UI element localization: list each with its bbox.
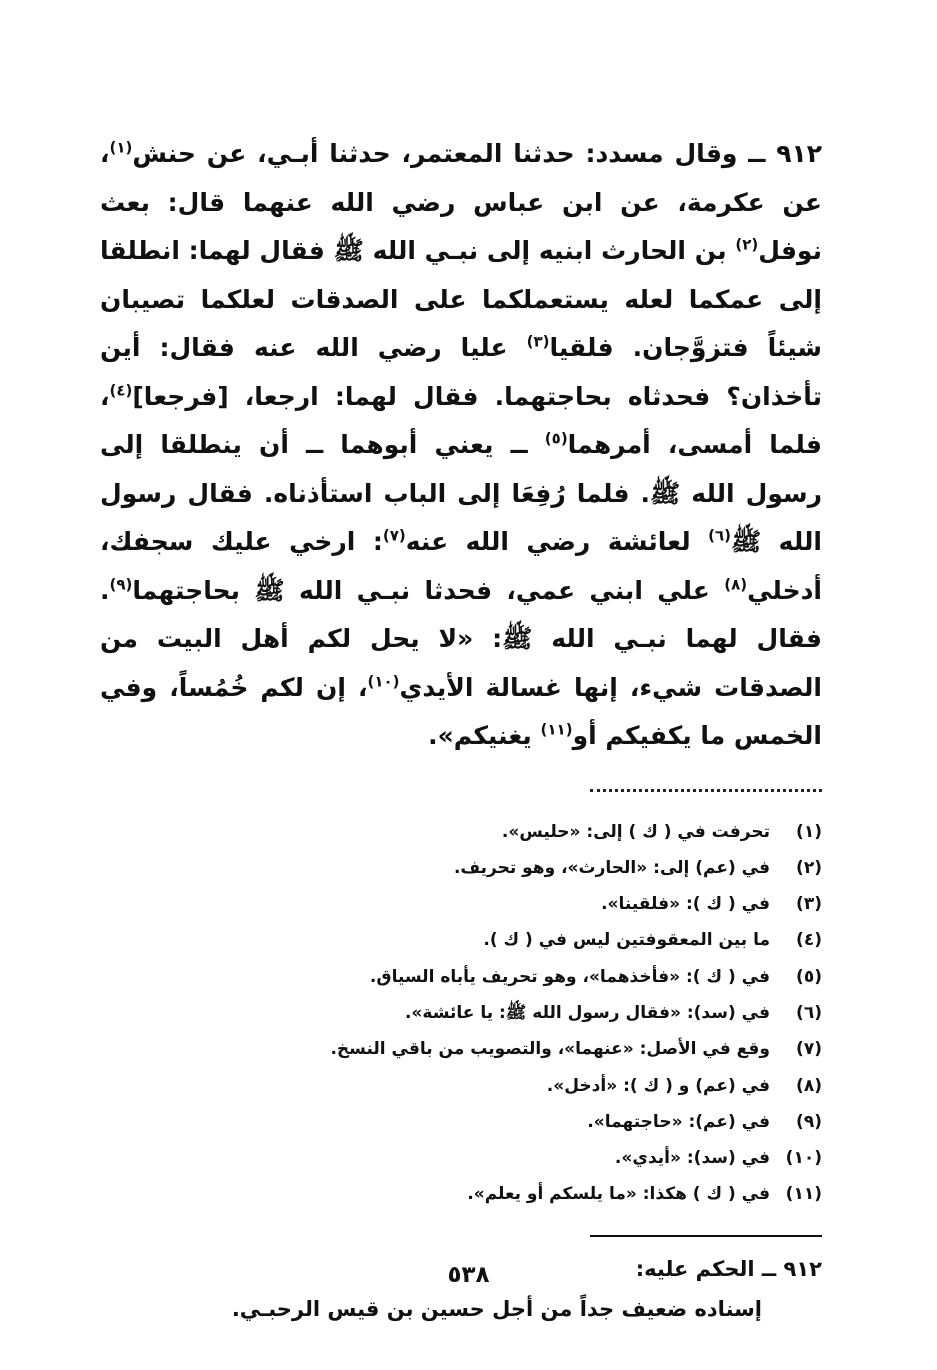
- footnote-item: [100, 959, 822, 995]
- footnote-ref[interactable]: (٧): [382, 526, 406, 545]
- footnote-ref[interactable]: (١): [109, 138, 133, 157]
- footnote-number: (٥): [796, 966, 822, 987]
- hadith-segment: عليا رضي الله عنه فقال: أين تأخذان؟ فحدثاه بحاجتهما. فقال لهما: ارجعا، [فرجعا]: [100, 333, 822, 411]
- footnote-item: [100, 1176, 822, 1212]
- footnote-item: [100, 850, 822, 886]
- footnote-item: [100, 1068, 822, 1104]
- footnote-item: [100, 814, 822, 850]
- footnote-text: في (عم): «حاجتهما».: [587, 1111, 770, 1132]
- footnote-ref[interactable]: (٩): [109, 575, 133, 594]
- footnote-text: في ( ك ): «فلقينا».: [601, 894, 770, 915]
- footnote-item: [100, 1140, 822, 1176]
- footnote-ref[interactable]: (٤): [109, 381, 133, 400]
- footnote-number: (٢): [796, 857, 822, 878]
- footnote-text: في (سد): «فقال رسول الله ﷺ: يا عائشة».: [404, 1002, 770, 1023]
- footnote-separator: [590, 789, 822, 798]
- ruling-text: إسناده ضعيف جداً من أجل حسين بن قيس الرحبـي.: [231, 1296, 762, 1321]
- footnote-number: (٤): [796, 930, 822, 951]
- footnote-ref[interactable]: (٢): [735, 235, 759, 254]
- footnote-item: [100, 886, 822, 922]
- footnote-ref[interactable]: (٥): [544, 429, 568, 448]
- footnote-number: (١): [796, 821, 822, 842]
- footnote-text: في (عم) إلى: «الحارث»، وهو تحريف.: [453, 857, 770, 878]
- hadith-segment: . فقال لهما نبـي الله ﷺ: «لا يحل لكم أهل البيت من الصدقات شيء، إنها غسالة الأيدي: [100, 575, 822, 702]
- footnote-text: في ( ك ) هكذا: «ما يلسكم أو يعلم».: [467, 1184, 770, 1205]
- footnote-item: [100, 995, 822, 1031]
- footnote-number: (٨): [796, 1075, 822, 1096]
- footnote-ref[interactable]: (١٠): [367, 672, 400, 691]
- footnote-ref[interactable]: (١١): [540, 720, 573, 739]
- footnote-text: ما بين المعقوفتين ليس في ( ك ).: [483, 930, 770, 951]
- footnote-number: (٦): [796, 1002, 822, 1023]
- hadith-segment: يغنيكم».: [428, 721, 541, 750]
- footnote-text: في ( ك ): «فأخذهما»، وهو تحريف يأباه السياق.: [369, 966, 770, 987]
- footnote-number: (٩): [796, 1111, 822, 1132]
- hadith-segment: ، عن عكرمة، عن ابن عباس رضي الله عنهما قال: بعث نوفل: [100, 139, 822, 265]
- footnote-text: في (عم) و ( ك ): «أدخل».: [546, 1075, 770, 1096]
- footnote-number: (٣): [796, 894, 822, 915]
- hadith-segment: ــ يعني أبوهما ــ أن ينطلقا إلى رسول الله ﷺ. فلما رُفِعَا إلى الباب استأذناه. فقال رسول الله ﷺ: [100, 430, 822, 556]
- hadith-segment: ٩١٢ ــ وقال مسدد: حدثنا المعتمر، حدثنا أبـي، عن حنش: [132, 139, 822, 168]
- ruling-heading: ٩١٢ ــ الحكم عليه:: [635, 1256, 822, 1281]
- footnote-ref[interactable]: (٣): [526, 332, 550, 351]
- page-number: ٥٣٨: [447, 1262, 490, 1288]
- hadith-segment: بن الحارث ابنيه إلى نبـي الله ﷺ فقال لهما: انطلقا إلى عمكما لعله يستعملكما على الصدقات لعلكما تصيبان شيئاً فتزوَّجان. فلقيا: [100, 236, 822, 362]
- hadith-segment: علي ابني عمي، فحدثا نبـي الله ﷺ بحاجتهما: [132, 575, 725, 605]
- footnote-text: في (سد): «أيدي».: [614, 1148, 770, 1169]
- hadith-text: [100, 130, 822, 761]
- hadith-segment: : ارخي عليك سجفك، أدخلي: [100, 527, 822, 605]
- footnote-ref[interactable]: (٦): [708, 526, 731, 545]
- hadith-segment: ، فلما أمسى، أمرهما: [100, 381, 822, 459]
- hadith-segment: ، إن لكم خُمُساً، وفي الخمس ما يكفيكم أو: [100, 672, 822, 750]
- hadith-segment: لعائشة رضي الله عنه: [405, 527, 709, 556]
- footnote-item: [100, 1104, 822, 1140]
- footnote-list: [100, 814, 822, 1213]
- footnote-number: (٧): [796, 1039, 822, 1060]
- footnote-text: تحرفت في ( ك ) إلى: «حليس».: [501, 821, 770, 842]
- section-divider: [590, 1235, 822, 1237]
- footnote-text: وقع في الأصل: «عنهما»، والتصويب من باقي النسخ.: [330, 1039, 770, 1060]
- book-page: [100, 130, 822, 1330]
- footnote-item: [100, 922, 822, 958]
- footnote-ref[interactable]: (٨): [724, 575, 748, 594]
- footnote-number: (١٠): [785, 1148, 822, 1169]
- footnote-item: [100, 1031, 822, 1067]
- footnote-number: (١١): [785, 1184, 822, 1205]
